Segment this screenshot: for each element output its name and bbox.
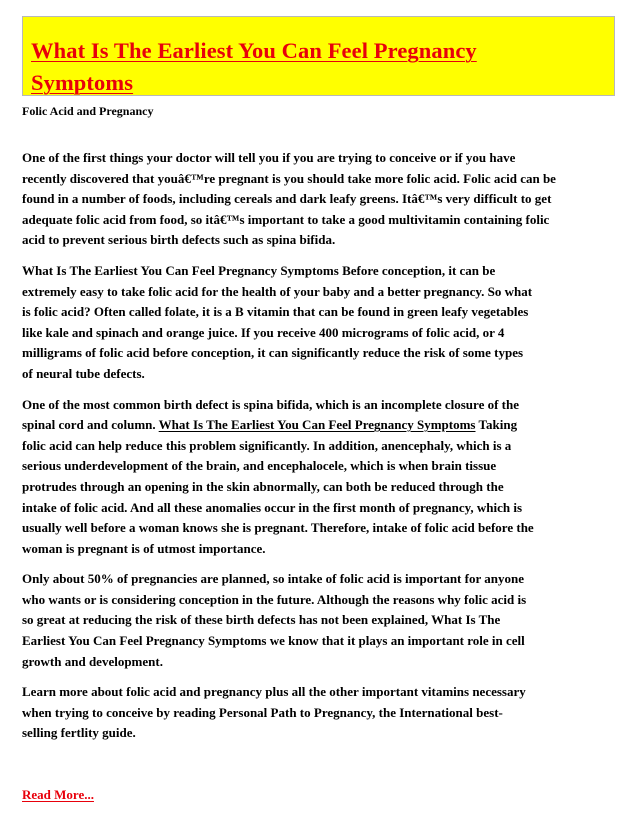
paragraph-line: Earliest You Can Feel Pregnancy Symptoms we know that it plays an important role in cell bbox=[22, 633, 525, 649]
paragraph-line: adequate folic acid from food, so itâ€™s important to take a good multivitamin containing folic bbox=[22, 211, 550, 227]
paragraph-2 bbox=[22, 261, 638, 385]
paragraph-line: One of the most common birth defect is spina bifida, which is an incomplete closure of the bbox=[22, 396, 519, 412]
paragraph-4 bbox=[22, 569, 638, 672]
paragraph-line: of neural tube defects. bbox=[22, 365, 145, 381]
paragraph-line: found in a number of foods, including cereals and dark leafy greens. Itâ€™s very difficult to get bbox=[22, 191, 552, 207]
paragraph-line: protrudes through an opening in the skin abnormally, can both be reduced through the bbox=[22, 478, 504, 494]
article-title-link[interactable]: What Is The Earliest You Can Feel Pregnancy Symptoms bbox=[158, 417, 476, 433]
title-line-1: What Is The Earliest You Can Feel Pregnancy bbox=[31, 38, 477, 63]
paragraph-line: recently discovered that youâ€™re pregnant is you should take more folic acid. Folic acid can be bbox=[22, 170, 556, 186]
paragraph-line: growth and development. bbox=[22, 653, 163, 669]
paragraph-line: One of the first things your doctor will tell you if you are trying to conceive or if you have bbox=[22, 150, 516, 165]
paragraph-line: Learn more about folic acid and pregnancy plus all the other important vitamins necessary bbox=[22, 684, 526, 700]
paragraph-3 bbox=[22, 395, 638, 560]
paragraph-line: usually well before a woman knows she is pregnant. Therefore, intake of folic acid before the bbox=[22, 520, 534, 536]
paragraph-line: acid to prevent serious birth defects such as spina bifida. bbox=[22, 232, 336, 248]
paragraph-line: folic acid can help reduce this problem significantly. In addition, anencephaly, which is a bbox=[22, 437, 512, 453]
paragraph-line: when trying to conceive by reading Personal Path to Pregnancy, the International best- bbox=[22, 704, 503, 720]
paragraph-line bbox=[22, 415, 638, 436]
paragraph-line: is folic acid? Often called folate, it is a B vitamin that can be found in green leafy vegetables bbox=[22, 304, 529, 320]
paragraph-1 bbox=[22, 148, 638, 251]
paragraph-line: who wants or is considering conception in the future. Although the reasons why folic acid is bbox=[22, 591, 527, 607]
paragraph-line: selling fertlity guide. bbox=[22, 725, 136, 741]
page-subtitle: Folic Acid and Pregnancy bbox=[22, 104, 154, 118]
article-body bbox=[22, 148, 638, 754]
paragraph-5 bbox=[22, 682, 638, 744]
page-title bbox=[31, 35, 606, 99]
paragraph-line: Only about 50% of pregnancies are planned, so intake of folic acid is important for anyone bbox=[22, 571, 524, 587]
title-line-2: Symptoms bbox=[31, 70, 134, 95]
paragraph-line: What Is The Earliest You Can Feel Pregnancy Symptoms Before conception, it can be bbox=[22, 262, 496, 278]
paragraph-text: spinal cord and column. bbox=[22, 417, 159, 433]
paragraph-line: milligrams of folic acid before conception, it can significantly reduce the risk of some types bbox=[22, 345, 524, 361]
paragraph-line: like kale and spinach and orange juice. If you receive 400 micrograms of folic acid, or 4 bbox=[22, 324, 505, 340]
paragraph-line: woman is pregnant is of utmost importance. bbox=[22, 540, 266, 556]
paragraph-line: extremely easy to take folic acid for the health of your baby and a better pregnancy. So what bbox=[22, 283, 533, 299]
paragraph-line: intake of folic acid. And all these anomalies occur in the first month of pregnancy, which is bbox=[22, 499, 523, 515]
paragraph-line: serious underdevelopment of the brain, and encephalocele, which is when brain tissue bbox=[22, 458, 497, 474]
paragraph-text: Taking bbox=[475, 417, 518, 433]
read-more-link[interactable]: Read More... bbox=[22, 787, 94, 802]
paragraph-line: so great at reducing the risk of these birth defects has not been explained, What Is The bbox=[22, 612, 501, 628]
title-banner bbox=[22, 16, 615, 96]
